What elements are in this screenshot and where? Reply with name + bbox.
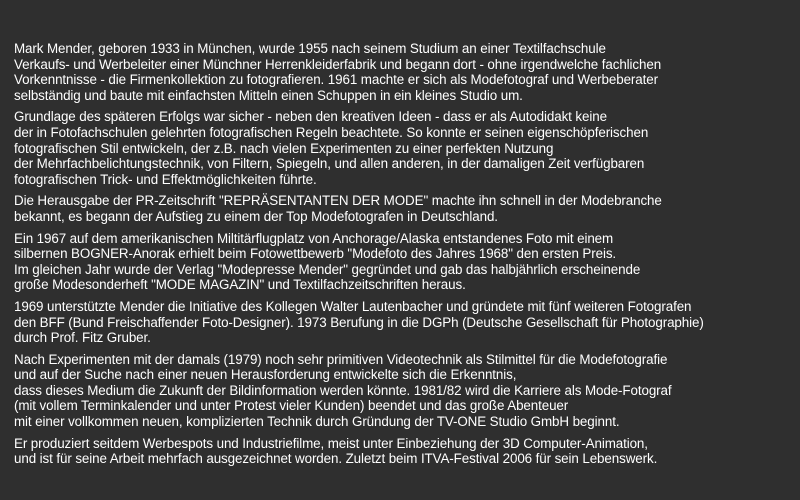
text-line: der in Fotofachschulen gelehrten fotografischen Regeln beachtete. So konnte er seinen eigenschöpferischen	[14, 124, 649, 140]
text-line: bekannt, es begann der Aufstieg zu einem der Top Modefotografen in Deutschland.	[14, 208, 498, 224]
text-line: Er produziert seitdem Werbespots und Industriefilme, meist unter Einbeziehung der 3D Computer-Animation,	[14, 435, 648, 451]
paragraph-award	[14, 231, 794, 293]
text-line: und auf der Suche nach einer neuen Herausforderung entwickelte sich die Erkenntnis,	[14, 367, 517, 383]
text-line: Ein 1967 auf dem amerikanischen Miltitärflugplatz von Anchorage/Alaska entstandenes Foto mit einem	[14, 230, 614, 246]
text-line: fotografischen Stil entwickeln, der z.B. nach vielen Experimenten zu einer perfekten Nutzung	[14, 140, 554, 156]
text-line: der Mehrfachbelichtungstechnik, von Filtern, Spiegeln, und allen anderen, in der damaligen Zeit verfügbaren	[14, 156, 645, 172]
text-line: Nach Experimenten mit der damals (1979) noch sehr primitiven Videotechnik als Stilmittel für die Modefotografie	[14, 351, 668, 367]
text-line: Verkaufs- und Werbeleiter einer Münchner Herrenkleiderfabrik und begann dort - ohne irgendwelche fachlichen	[14, 56, 662, 72]
text-line: Im gleichen Jahr wurde der Verlag "Modepresse Mender" gegründet und gab das halbjährlich erscheinende	[14, 261, 641, 277]
paragraph-early-career	[14, 41, 794, 103]
text-line: den BFF (Bund Freischaffender Foto-Designer). 1973 Berufung in die DGPh (Deutsche Gesellschaft für Photographie)	[14, 314, 704, 330]
paragraph-magazine	[14, 193, 794, 224]
paragraph-video	[14, 352, 794, 430]
paragraph-style	[14, 109, 794, 187]
text-line: Die Herausgabe der PR-Zeitschrift "REPRÄSENTANTEN DER MODE" machte ihn schnell in der Modebranche	[14, 193, 662, 209]
text-line: mit einer vollkommen neuen, komplizierten Technik durch Gründung der TV-ONE Studio GmbH beginnt.	[14, 414, 620, 430]
text-line: Vorkenntnisse - die Firmenkollektion zu fotografieren. 1961 machte er sich als Modefotograf und Werbeberater	[14, 72, 658, 88]
text-line: große Modesonderheft "MODE MAGAZIN" und Textilfachzeitschriften heraus.	[14, 277, 466, 293]
text-line: selbständig und baute mit einfachsten Mitteln einen Schuppen in ein kleines Studio um.	[14, 87, 523, 103]
text-line: silbernen BOGNER-Anorak erhielt beim Fotowettbewerb "Modefoto des Jahres 1968" den ersten Preis.	[14, 246, 617, 262]
paragraph-current	[14, 436, 794, 467]
text-line: fotografischen Trick- und Effektmöglichkeiten führte.	[14, 171, 317, 187]
text-line: und ist für seine Arbeit mehrfach ausgezeichnet worden. Zuletzt beim ITVA-Festival 2006 für sein Lebenswerk.	[14, 451, 658, 467]
text-line: Mark Mender, geboren 1933 in München, wurde 1955 nach seinem Studium an einer Textilfachschule	[14, 41, 606, 56]
text-line: (mit vollem Terminkalender und unter Protest vieler Kunden) beendet und das große Abenteuer	[14, 398, 569, 414]
biography-text	[14, 41, 794, 473]
text-line: dass dieses Medium die Zukunft der Bildinformation werden könnte. 1981/82 wird die Karriere als Mode-Fotograf	[14, 382, 672, 398]
paragraph-bff	[14, 299, 794, 346]
text-line: durch Prof. Fitz Gruber.	[14, 330, 151, 346]
text-line: Grundlage des späteren Erfolgs war sicher - neben den kreativen Ideen - dass er als Autodidakt keine	[14, 109, 607, 125]
text-line: 1969 unterstützte Mender die Initiative des Kollegen Walter Lautenbacher und gründete mit fünf weiteren Fotografen	[14, 298, 692, 314]
